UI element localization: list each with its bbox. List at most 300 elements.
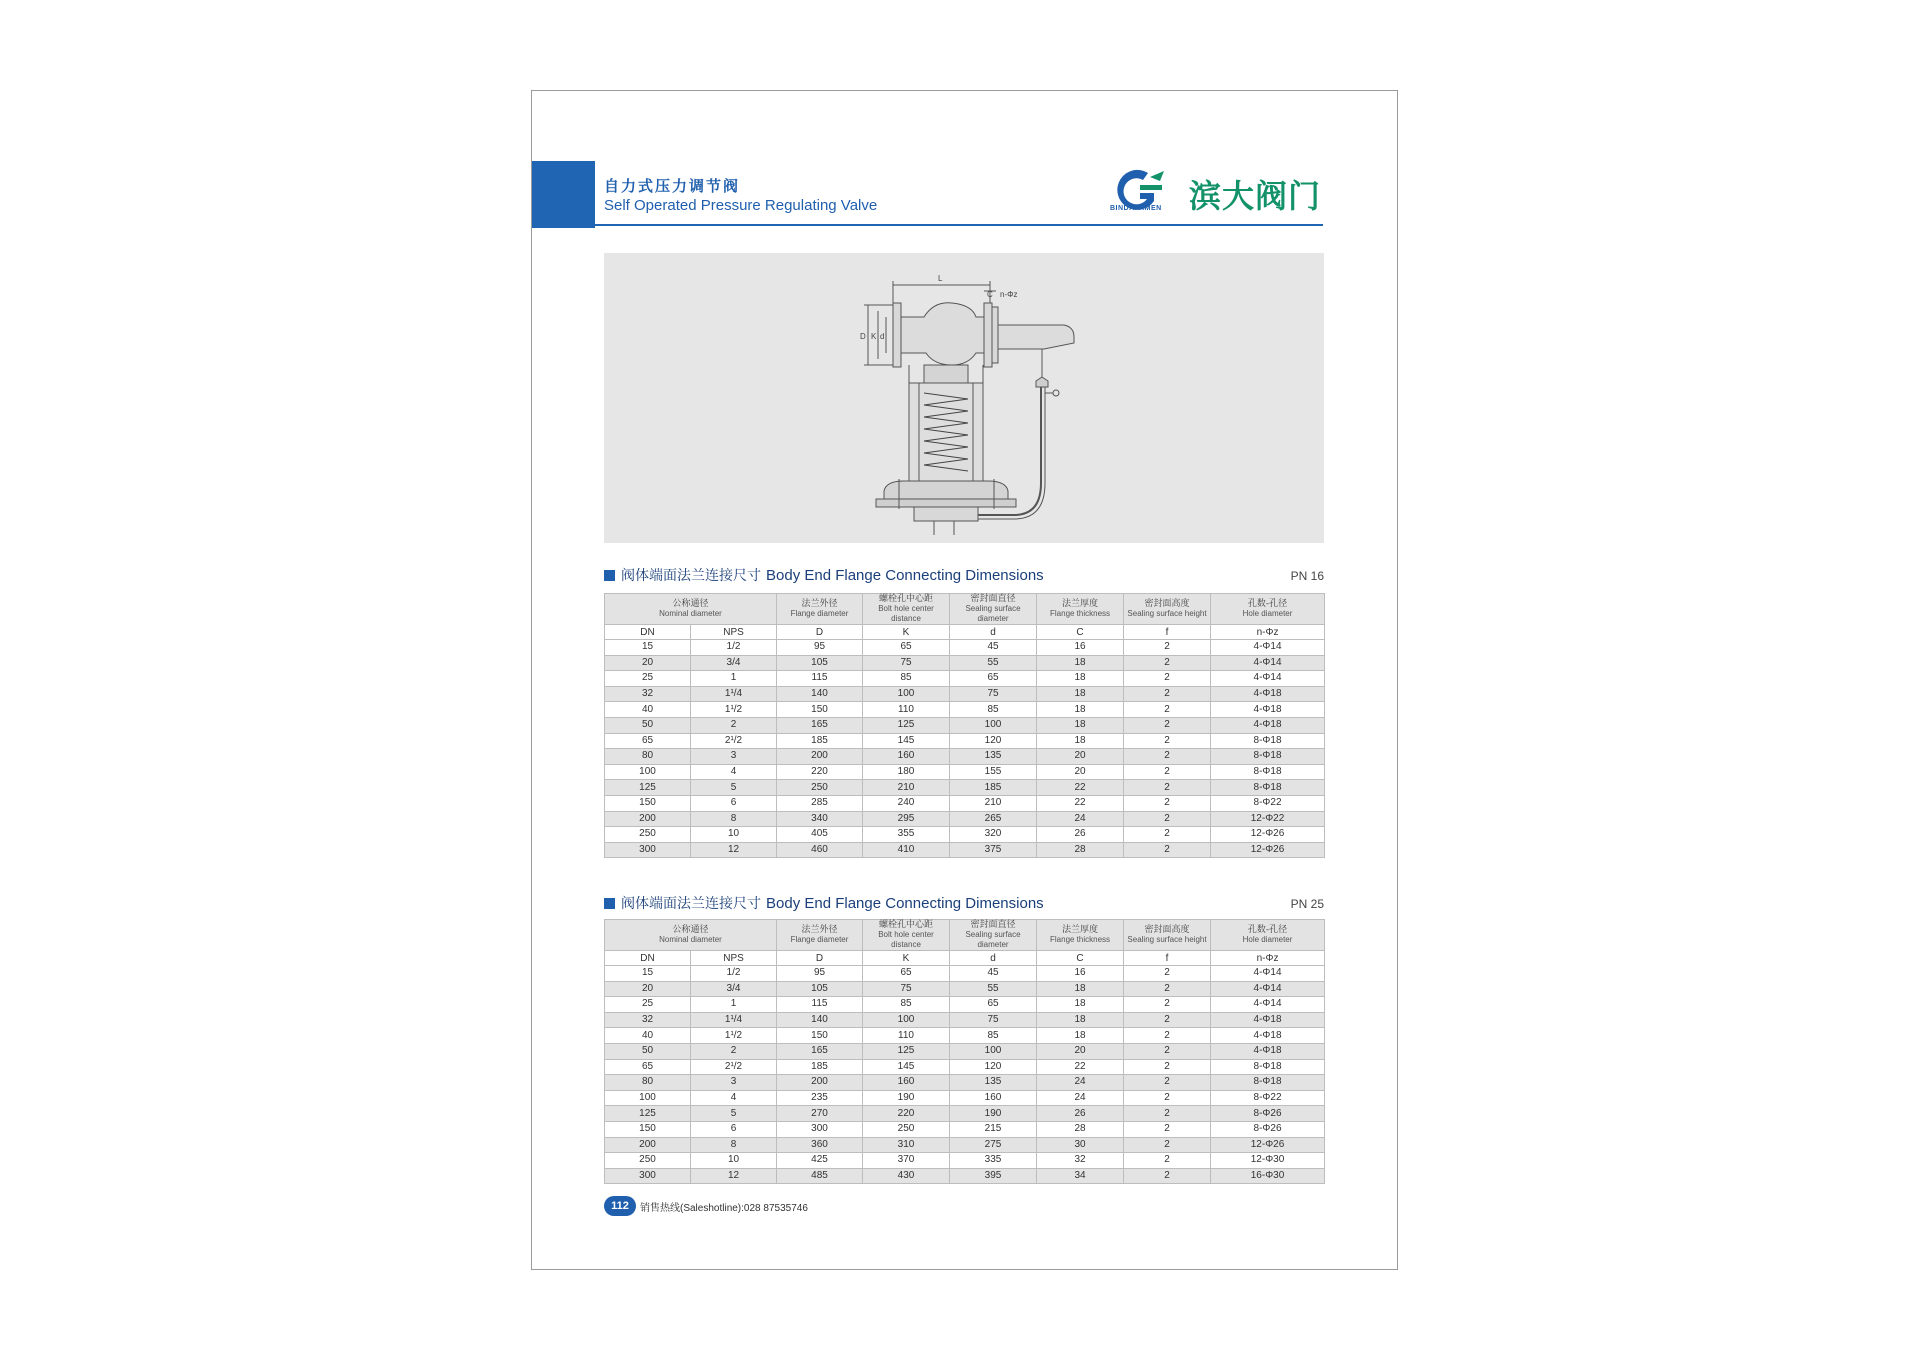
table-cell: 80	[605, 1075, 691, 1091]
table-cell: 65	[605, 733, 691, 749]
table-cell: 85	[863, 997, 950, 1013]
table-cell: 20	[1037, 764, 1124, 780]
table-cell: 120	[950, 733, 1037, 749]
table-cell: 2	[1124, 671, 1211, 687]
column-header	[1037, 920, 1124, 951]
table-cell: 12-Φ22	[1211, 811, 1325, 827]
table-cell: 2	[1124, 827, 1211, 843]
table-row	[605, 1153, 1325, 1169]
table-cell: 2	[1124, 1012, 1211, 1028]
table-cell: 125	[605, 1106, 691, 1122]
table-cell: 20	[1037, 749, 1124, 765]
column-header-en: Bolt hole center distance	[878, 930, 934, 949]
table-cell: 150	[605, 795, 691, 811]
table-cell: 50	[605, 1043, 691, 1059]
column-header-cn: 密封面高度	[1144, 925, 1190, 935]
table-cell: 160	[863, 749, 950, 765]
column-symbol: D	[777, 625, 863, 640]
table-cell: 45	[950, 966, 1037, 982]
table-cell: 1/2	[691, 640, 777, 656]
table-row	[605, 1106, 1325, 1122]
table-cell: 355	[863, 827, 950, 843]
column-header-en: Nominal diameter	[659, 935, 722, 944]
table-cell: 8-Φ18	[1211, 1075, 1325, 1091]
table-cell: 165	[777, 717, 863, 733]
table-cell: 220	[777, 764, 863, 780]
table-cell: 34	[1037, 1168, 1124, 1184]
table-cell: 2	[691, 717, 777, 733]
table-cell: 18	[1037, 997, 1124, 1013]
dim-label-d: d	[880, 332, 885, 341]
table-cell: 2	[1124, 997, 1211, 1013]
table-cell: 95	[777, 640, 863, 656]
column-header	[1124, 920, 1211, 951]
table-cell: 6	[691, 795, 777, 811]
table-cell: 430	[863, 1168, 950, 1184]
table-cell: 16-Φ30	[1211, 1168, 1325, 1184]
table-cell: 3	[691, 749, 777, 765]
column-header	[1211, 594, 1325, 625]
table-row	[605, 671, 1325, 687]
table-cell: 85	[950, 702, 1037, 718]
table-cell: 240	[863, 795, 950, 811]
table-cell: 22	[1037, 795, 1124, 811]
column-symbol: f	[1124, 951, 1211, 966]
column-header	[605, 920, 777, 951]
table-cell: 18	[1037, 733, 1124, 749]
page-footer	[604, 1196, 808, 1216]
table-cell: 2	[1124, 764, 1211, 780]
table-cell: 200	[777, 1075, 863, 1091]
table-cell: 115	[777, 671, 863, 687]
table-cell: 18	[1037, 655, 1124, 671]
table-cell: 8-Φ26	[1211, 1106, 1325, 1122]
section-marker-icon	[604, 898, 615, 909]
table-row	[605, 1090, 1325, 1106]
table-cell: 18	[1037, 686, 1124, 702]
table-cell: 8-Φ26	[1211, 1121, 1325, 1137]
table-cell: 4	[691, 1090, 777, 1106]
table-cell: 2	[1124, 686, 1211, 702]
table-cell: 1¹/2	[691, 1028, 777, 1044]
table-cell: 2	[1124, 655, 1211, 671]
table-cell: 100	[605, 1090, 691, 1106]
catalog-page	[531, 90, 1398, 1270]
column-header-cn: 法兰厚度	[1062, 599, 1099, 609]
table-cell: 2	[1124, 1043, 1211, 1059]
section-title-pn16: 阀体端面法兰连接尺寸 Body End Flange Connecting Dimensions	[604, 565, 1044, 585]
table-cell: 5	[691, 780, 777, 796]
table-row	[605, 1168, 1325, 1184]
table-cell: 28	[1037, 1121, 1124, 1137]
table-cell: 2	[1124, 702, 1211, 718]
column-symbol: C	[1037, 951, 1124, 966]
column-header-en: Sealing surface height	[1127, 935, 1207, 944]
table-cell: 105	[777, 655, 863, 671]
column-header-cn: 螺栓孔中心距	[879, 594, 934, 604]
table-cell: 4	[691, 764, 777, 780]
column-header-en: Hole diameter	[1242, 935, 1293, 944]
table-cell: 4-Φ14	[1211, 966, 1325, 982]
table-row	[605, 842, 1325, 858]
table-cell: 2	[691, 1043, 777, 1059]
table-cell: 8-Φ18	[1211, 1059, 1325, 1075]
table-row	[605, 640, 1325, 656]
table-cell: 2	[1124, 1137, 1211, 1153]
dim-label-holes: n-Φz	[1000, 290, 1018, 299]
table-cell: 4-Φ18	[1211, 717, 1325, 733]
table-cell: 4-Φ18	[1211, 686, 1325, 702]
table-row	[605, 717, 1325, 733]
valve-technical-drawing	[604, 253, 1324, 543]
column-header-cn: 公称通径	[672, 599, 709, 609]
table-cell: 425	[777, 1153, 863, 1169]
column-header-cn: 法兰厚度	[1062, 925, 1099, 935]
brand-logo-text: BINDAFAMEN	[1110, 205, 1162, 212]
header-accent-bar	[532, 161, 595, 228]
column-header-cn: 孔数-孔径	[1247, 599, 1288, 609]
table-cell: 2	[1124, 1090, 1211, 1106]
table-cell: 4-Φ18	[1211, 702, 1325, 718]
table-cell: 275	[950, 1137, 1037, 1153]
table-cell: 100	[863, 686, 950, 702]
table-cell: 25	[605, 997, 691, 1013]
table-cell: 3/4	[691, 655, 777, 671]
table-cell: 12	[691, 842, 777, 858]
table-cell: 300	[605, 1168, 691, 1184]
table-cell: 15	[605, 640, 691, 656]
table-row	[605, 1075, 1325, 1091]
page-number: 112	[604, 1196, 636, 1216]
table-cell: 4-Φ18	[1211, 1028, 1325, 1044]
table-cell: 145	[863, 733, 950, 749]
table-cell: 20	[1037, 1043, 1124, 1059]
table-cell: 145	[863, 1059, 950, 1075]
table-cell: 1/2	[691, 966, 777, 982]
table-cell: 32	[605, 1012, 691, 1028]
table-cell: 8-Φ18	[1211, 764, 1325, 780]
table-row	[605, 749, 1325, 765]
table-cell: 110	[863, 1028, 950, 1044]
table-cell: 50	[605, 717, 691, 733]
table-cell: 2¹/2	[691, 1059, 777, 1075]
table-cell: 180	[863, 764, 950, 780]
table-cell: 2	[1124, 640, 1211, 656]
table-cell: 100	[950, 1043, 1037, 1059]
column-header	[1124, 594, 1211, 625]
table-cell: 285	[777, 795, 863, 811]
dim-label-L: L	[938, 274, 943, 283]
table-cell: 16	[1037, 640, 1124, 656]
column-symbol: f	[1124, 625, 1211, 640]
column-header-en: Flange thickness	[1050, 609, 1111, 618]
table-cell: 335	[950, 1153, 1037, 1169]
table-cell: 8	[691, 1137, 777, 1153]
table-cell: 10	[691, 1153, 777, 1169]
table-cell: 85	[950, 1028, 1037, 1044]
table-cell: 185	[950, 780, 1037, 796]
table-cell: 200	[605, 811, 691, 827]
column-symbol: K	[863, 951, 950, 966]
table-cell: 26	[1037, 827, 1124, 843]
table-cell: 235	[777, 1090, 863, 1106]
table-cell: 32	[1037, 1153, 1124, 1169]
table-cell: 4-Φ14	[1211, 640, 1325, 656]
table-cell: 4-Φ14	[1211, 655, 1325, 671]
table-cell: 250	[605, 827, 691, 843]
section-marker-icon	[604, 570, 615, 581]
table-cell: 65	[605, 1059, 691, 1075]
sales-hotline: 销售热线(Saleshotline):028 87535746	[640, 1202, 808, 1214]
table-cell: 150	[777, 1028, 863, 1044]
table-row	[605, 1137, 1325, 1153]
table-cell: 4-Φ14	[1211, 671, 1325, 687]
table-cell: 65	[950, 997, 1037, 1013]
table-cell: 55	[950, 655, 1037, 671]
table-row	[605, 1012, 1325, 1028]
table-cell: 160	[863, 1075, 950, 1091]
section-title-pn25: 阀体端面法兰连接尺寸 Body End Flange Connecting Dimensions	[604, 893, 1044, 913]
table-cell: 40	[605, 702, 691, 718]
table-cell: 18	[1037, 671, 1124, 687]
column-header-en: Nominal diameter	[659, 609, 722, 618]
table-cell: 75	[950, 1012, 1037, 1028]
table-cell: 120	[950, 1059, 1037, 1075]
table-cell: 8-Φ22	[1211, 795, 1325, 811]
column-header-en: Bolt hole center distance	[878, 604, 934, 623]
table-cell: 8-Φ22	[1211, 1090, 1325, 1106]
table-cell: 115	[777, 997, 863, 1013]
table-cell: 270	[777, 1106, 863, 1122]
table-cell: 22	[1037, 780, 1124, 796]
column-header-cn: 密封面直径	[970, 594, 1016, 604]
table-cell: 100	[605, 764, 691, 780]
table-cell: 75	[950, 686, 1037, 702]
table-cell: 12-Φ26	[1211, 827, 1325, 843]
table-cell: 2	[1124, 795, 1211, 811]
table-cell: 160	[950, 1090, 1037, 1106]
column-header	[863, 920, 950, 951]
table-cell: 150	[605, 1121, 691, 1137]
table-cell: 32	[605, 686, 691, 702]
table-cell: 250	[605, 1153, 691, 1169]
table-cell: 18	[1037, 702, 1124, 718]
table-cell: 18	[1037, 1028, 1124, 1044]
table-cell: 2	[1124, 1075, 1211, 1091]
table-row	[605, 1121, 1325, 1137]
table-cell: 8-Φ18	[1211, 780, 1325, 796]
table-cell: 2	[1124, 733, 1211, 749]
table-cell: 2	[1124, 749, 1211, 765]
table-cell: 215	[950, 1121, 1037, 1137]
table-cell: 485	[777, 1168, 863, 1184]
table-cell: 1¹/4	[691, 1012, 777, 1028]
table-cell: 22	[1037, 1059, 1124, 1075]
table-cell: 155	[950, 764, 1037, 780]
column-symbol: K	[863, 625, 950, 640]
table-cell: 65	[863, 966, 950, 982]
page-title-cn: 自力式压力调节阀	[604, 177, 741, 195]
table-cell: 8	[691, 811, 777, 827]
dim-label-C: C	[987, 290, 993, 299]
table-cell: 200	[777, 749, 863, 765]
table-cell: 28	[1037, 842, 1124, 858]
column-header-en: Flange thickness	[1050, 935, 1111, 944]
table-cell: 10	[691, 827, 777, 843]
table-cell: 250	[863, 1121, 950, 1137]
column-header-cn: 公称通径	[672, 925, 709, 935]
table-cell: 460	[777, 842, 863, 858]
table-cell: 18	[1037, 1012, 1124, 1028]
column-header	[863, 594, 950, 625]
brand-name: 滨大阀门	[1189, 177, 1322, 215]
table-cell: 15	[605, 966, 691, 982]
table-cell: 360	[777, 1137, 863, 1153]
table-row	[605, 733, 1325, 749]
table-cell: 135	[950, 1075, 1037, 1091]
column-header	[605, 594, 777, 625]
table-row	[605, 702, 1325, 718]
table-cell: 1¹/4	[691, 686, 777, 702]
table-cell: 1¹/2	[691, 702, 777, 718]
table-cell: 12-Φ26	[1211, 842, 1325, 858]
pressure-rating-label: PN 25	[1290, 897, 1324, 911]
header-rule	[595, 224, 1323, 226]
table-cell: 395	[950, 1168, 1037, 1184]
table-cell: 30	[1037, 1137, 1124, 1153]
table-cell: 2	[1124, 842, 1211, 858]
column-header	[777, 594, 863, 625]
table-cell: 45	[950, 640, 1037, 656]
table-cell: 4-Φ14	[1211, 997, 1325, 1013]
flange-table-pn25	[604, 919, 1325, 1184]
table-cell: 80	[605, 749, 691, 765]
valve-drawing-panel	[604, 253, 1324, 543]
table-cell: 3	[691, 1075, 777, 1091]
table-cell: 24	[1037, 1090, 1124, 1106]
column-header-en: Sealing surface diameter	[965, 930, 1021, 949]
dim-label-D: D	[860, 332, 866, 341]
table-cell: 320	[950, 827, 1037, 843]
table-cell: 2	[1124, 1028, 1211, 1044]
table-cell: 1	[691, 671, 777, 687]
table-cell: 3/4	[691, 981, 777, 997]
table-cell: 25	[605, 671, 691, 687]
table-row	[605, 795, 1325, 811]
column-header	[1211, 920, 1325, 951]
table-cell: 105	[777, 981, 863, 997]
table-cell: 2	[1124, 717, 1211, 733]
table-cell: 65	[950, 671, 1037, 687]
table-cell: 250	[777, 780, 863, 796]
table-row	[605, 827, 1325, 843]
table-cell: 165	[777, 1043, 863, 1059]
table-cell: 125	[605, 780, 691, 796]
column-header	[1037, 594, 1124, 625]
column-symbol: DN	[605, 625, 691, 640]
table-row	[605, 1059, 1325, 1075]
table-cell: 100	[950, 717, 1037, 733]
column-header-en: Sealing surface height	[1127, 609, 1207, 618]
table-cell: 150	[777, 702, 863, 718]
table-row	[605, 997, 1325, 1013]
table-cell: 75	[863, 981, 950, 997]
table-row	[605, 655, 1325, 671]
table-cell: 300	[605, 842, 691, 858]
table-cell: 6	[691, 1121, 777, 1137]
table-row	[605, 981, 1325, 997]
table-cell: 95	[777, 966, 863, 982]
table-cell: 4-Φ14	[1211, 981, 1325, 997]
table-cell: 310	[863, 1137, 950, 1153]
table-cell: 24	[1037, 811, 1124, 827]
column-symbol: C	[1037, 625, 1124, 640]
column-symbol: n-Φz	[1211, 951, 1325, 966]
table-cell: 2	[1124, 966, 1211, 982]
table-cell: 2	[1124, 811, 1211, 827]
table-cell: 1	[691, 997, 777, 1013]
table-cell: 12-Φ30	[1211, 1153, 1325, 1169]
table-cell: 140	[777, 686, 863, 702]
column-header-en: Flange diameter	[790, 935, 849, 944]
table-cell: 300	[777, 1121, 863, 1137]
column-header-en: Sealing surface diameter	[965, 604, 1021, 623]
table-cell: 210	[950, 795, 1037, 811]
column-header-cn: 密封面高度	[1144, 599, 1190, 609]
table-cell: 135	[950, 749, 1037, 765]
table-cell: 55	[950, 981, 1037, 997]
column-header	[950, 594, 1037, 625]
column-header-cn: 法兰外径	[801, 925, 838, 935]
column-header-en: Hole diameter	[1242, 609, 1293, 618]
table-cell: 185	[777, 733, 863, 749]
column-symbol: d	[950, 625, 1037, 640]
table-cell: 40	[605, 1028, 691, 1044]
table-cell: 185	[777, 1059, 863, 1075]
table-cell: 2	[1124, 1106, 1211, 1122]
table-cell: 4-Φ18	[1211, 1043, 1325, 1059]
table-row	[605, 811, 1325, 827]
table-cell: 370	[863, 1153, 950, 1169]
table-cell: 125	[863, 1043, 950, 1059]
table-cell: 26	[1037, 1106, 1124, 1122]
table-cell: 2	[1124, 1168, 1211, 1184]
table-cell: 125	[863, 717, 950, 733]
flange-table-pn16	[604, 593, 1325, 858]
table-cell: 200	[605, 1137, 691, 1153]
column-header-cn: 法兰外径	[801, 599, 838, 609]
table-row	[605, 1043, 1325, 1059]
table-cell: 2¹/2	[691, 733, 777, 749]
pressure-rating-label: PN 16	[1290, 569, 1324, 583]
table-cell: 85	[863, 671, 950, 687]
table-cell: 2	[1124, 1059, 1211, 1075]
table-cell: 75	[863, 655, 950, 671]
column-header-cn: 螺栓孔中心距	[879, 920, 934, 930]
table-row	[605, 966, 1325, 982]
table-cell: 220	[863, 1106, 950, 1122]
column-symbol: NPS	[691, 625, 777, 640]
table-cell: 2	[1124, 1153, 1211, 1169]
table-cell: 18	[1037, 717, 1124, 733]
column-header	[777, 920, 863, 951]
column-header-cn: 孔数-孔径	[1247, 925, 1288, 935]
dim-label-K: K	[871, 332, 877, 341]
table-cell: 24	[1037, 1075, 1124, 1091]
column-header-cn: 密封面直径	[970, 920, 1016, 930]
column-symbol: DN	[605, 951, 691, 966]
table-cell: 20	[605, 981, 691, 997]
